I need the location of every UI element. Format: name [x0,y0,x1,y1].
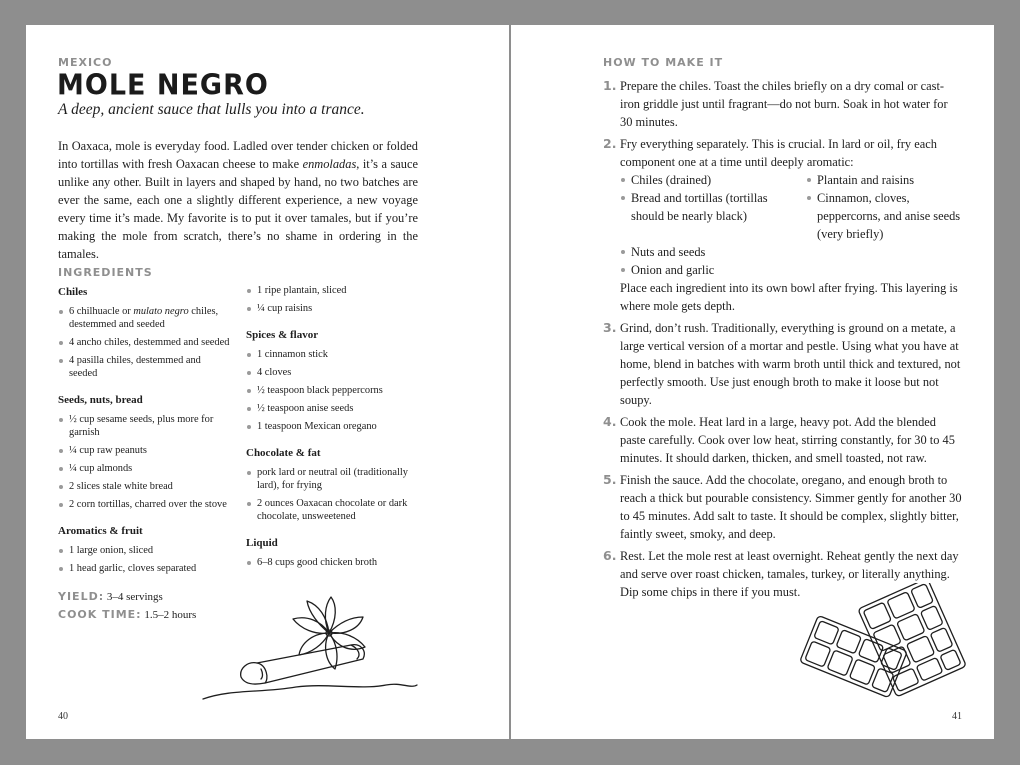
recipe-subtitle: A deep, ancient sauce that lulls you into a trance. [58,101,365,118]
method-steps [603,77,963,605]
ingredient-group-seeds [58,394,230,511]
ingredient-item: ½ teaspoon anise seeds [246,402,418,415]
step-after-text: Place each ingredient into its own bowl after frying. This layering is where mole gets depth. [620,281,958,313]
ingredient-item: pork lard or neutral oil (traditionally lard), for frying [246,466,418,492]
step-number: 5. [603,472,617,487]
ingredients-column-1 [58,286,230,589]
left-page [26,25,509,739]
method-step-4 [603,413,963,467]
cook-time-value: 1.5–2 hours [144,609,197,621]
yield-line [58,588,196,606]
step-text: Fry everything separately. This is crucial. In lard or oil, fry each component one at a time until deeply aromatic: [620,137,937,169]
ingredient-group-title: Seeds, nuts, bread [58,394,143,406]
fry-item: Bread and tortillas (tortillas should be nearly black) [620,189,796,243]
ingredient-group-title: Liquid [246,537,278,549]
chocolate-bar-icon [794,583,966,699]
region-kicker: MEXICO [58,56,113,69]
ingredient-group-title: Spices & flavor [246,329,319,341]
method-step-1 [603,77,963,131]
step-text: Rest. Let the mole rest at least overnight. Reheat gently the next day and serve over roast chicken, tamales, turkey, or literally anything. Dip some chips in there if you must. [620,549,959,599]
ingredient-item: 4 pasilla chiles, destemmed and seeded [58,354,230,380]
ingredients-heading: INGREDIENTS [58,266,153,279]
step-number: 2. [603,136,617,151]
cook-time-label: COOK TIME: [58,608,142,621]
page-number-right: 41 [952,711,962,722]
fry-item: Nuts and seeds [620,243,796,261]
ingredient-item: 1 head garlic, cloves separated [58,562,230,575]
yield-value: 3–4 servings [106,591,163,603]
step-number: 4. [603,414,617,429]
method-step-2 [603,135,963,315]
fry-list [620,171,963,279]
star-anise-cinnamon-icon [201,593,421,705]
ingredient-item: 1 ripe plantain, sliced [246,284,418,297]
cook-time-line [58,606,196,624]
fry-item: Cinnamon, cloves, peppercorns, and anise seeds (very briefly) [806,189,966,243]
yield-label: YIELD: [58,590,105,603]
fry-item: Chiles (drained) [620,171,796,189]
method-heading: HOW TO MAKE IT [603,56,724,69]
ingredient-item: 6–8 cups good chicken broth [246,556,418,569]
ingredient-item: 2 ounces Oaxacan chocolate or dark chocolate, unsweetened [246,497,418,523]
ingredient-group-aromatics [58,525,230,575]
page-number-left: 40 [58,711,68,722]
ingredient-group-title: Chocolate & fat [246,447,321,459]
ingredient-item: 1 large onion, sliced [58,544,230,557]
intro-paragraph: In Oaxaca, mole is everyday food. Ladled over tender chicken or folded into tortillas with fresh Oaxacan cheese to make enmoladas, it’s a sauce unlike any other. Built in layers and shaped by hand, no two batches are ever the same, each one a slightly different experience, a new voyage every time it’s made. My favorite is to put it over tamales, but if you’re making the mole from scratch, there’s no shame in ordering in the tamales. [58,139,418,261]
ingredient-group-chiles [58,286,230,380]
step-number: 3. [603,320,617,335]
ingredient-group-chocolate [246,447,418,523]
ingredient-group-title: Chiles [58,286,88,298]
method-step-5 [603,471,963,543]
ingredient-item: ¼ cup raw peanuts [58,444,230,457]
fry-item: Plantain and raisins [806,171,966,189]
intro-emphasis: enmoladas [302,157,357,171]
ingredient-item: ½ cup sesame seeds, plus more for garnish [58,413,230,439]
yield-block [58,588,196,624]
ingredient-item: 2 corn tortillas, charred over the stove [58,498,230,511]
step-text: Prepare the chiles. Toast the chiles briefly on a dry comal or cast-iron griddle just until fragrant—do not burn. Soak in hot water for 30 minutes. [620,79,948,129]
ingredient-group-liquid [246,537,418,569]
ingredient-item: 1 teaspoon Mexican oregano [246,420,418,433]
ingredient-item: 4 ancho chiles, destemmed and seeded [58,336,230,349]
recipe-title: MOLE NEGRO [57,69,269,102]
ingredient-group-fruit-continued [246,284,418,315]
right-page [511,25,994,739]
ingredient-item: 6 chilhuacle or mulato negro chiles, destemmed and seeded [58,305,230,331]
step-text: Finish the sauce. Add the chocolate, oregano, and enough broth to reach a thick but pourable consistency. Simmer gently for another 30 to 45 minutes. Add salt to taste. It should be complex, slightly bitter, faintly sweet, smoky, and deep. [620,473,962,541]
method-step-3 [603,319,963,409]
ingredient-item: 4 cloves [246,366,418,379]
ingredients-column-2 [246,284,418,583]
ingredient-item: 2 slices stale white bread [58,480,230,493]
ingredient-item: ½ teaspoon black peppercorns [246,384,418,397]
ingredient-group-spices [246,329,418,433]
ingredient-item: ¼ cup almonds [58,462,230,475]
ingredient-group-title: Aromatics & fruit [58,525,143,537]
step-text: Cook the mole. Heat lard in a large, heavy pot. Add the blended paste carefully. Cook over low heat, stirring constantly, for 30 to 45 minutes. It should darken, thicken, and smell toasted, not raw. [620,415,955,465]
fry-item: Onion and garlic [620,261,796,279]
step-text: Grind, don’t rush. Traditionally, everything is ground on a metate, a large vertical version of a mortar and pestle. Using what you have at home, blend in batches with warm broth until thick and textured, not perfectly smooth. Use just enough broth to make it loose but not soupy. [620,321,961,407]
step-number: 6. [603,548,617,563]
ingredient-item: 1 cinnamon stick [246,348,418,361]
step-number: 1. [603,78,617,93]
ingredient-item: ¼ cup raisins [246,302,418,315]
